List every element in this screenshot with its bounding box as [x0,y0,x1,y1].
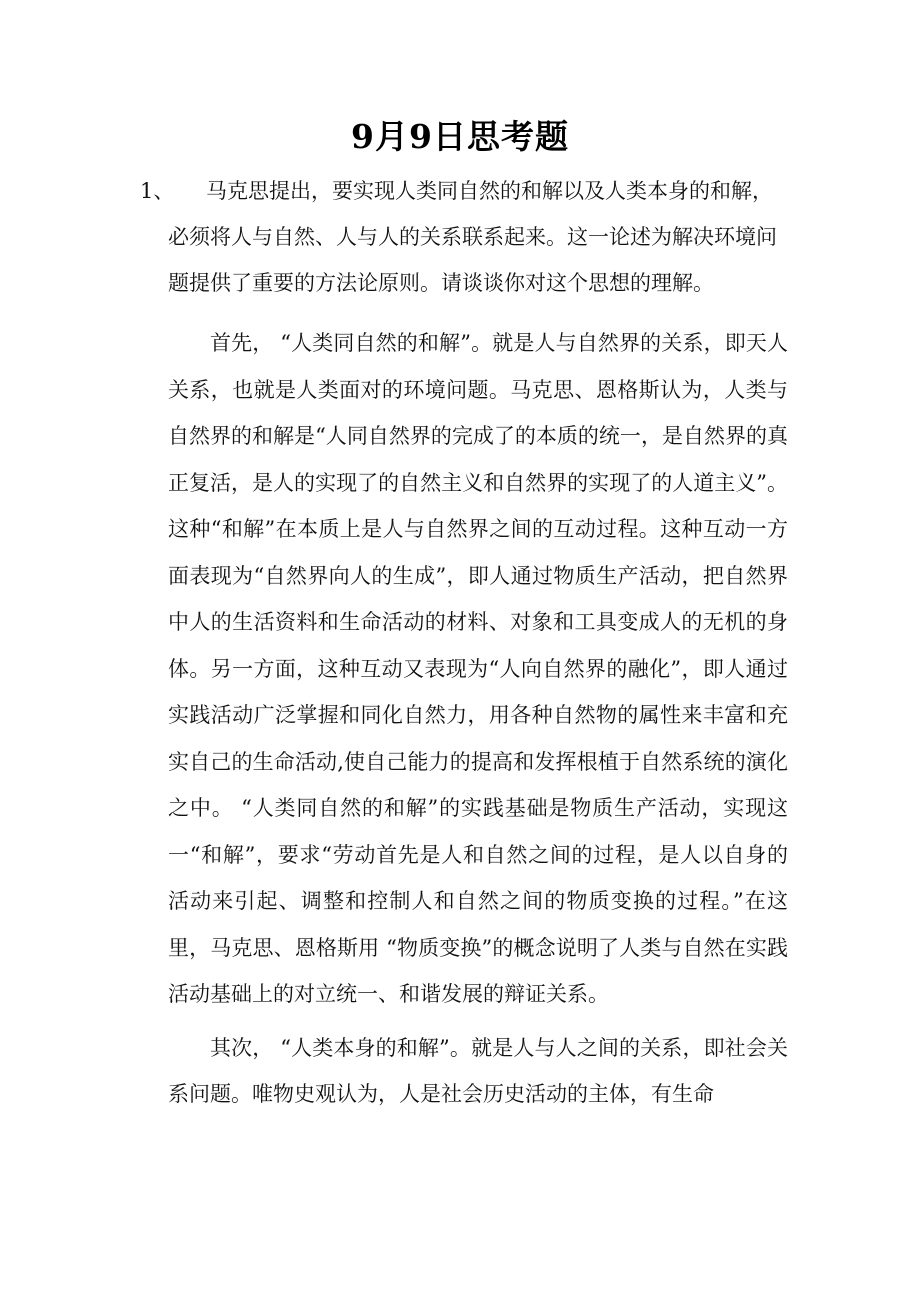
question-text: 马克思提出，要实现人类同自然的和解以及人类本身的和解，必须将人与自然、人与人的关系联系起来。这一论述为解决环境问题提供了重要的方法论原则。请谈谈你对这个思想的理解。 [168,179,777,295]
question-number: 1、 [140,179,175,203]
page-title: 9月9日思考题 [351,117,569,156]
answer-paragraph-first: 首先， “人类同自然的和解”。就是人与自然界的关系，即天人关系，也就是人类面对的环境问题。马克思、恩格斯认为，人类与自然界的和解是“人同自然界的完成了的本质的统一，是自然界的真正复活，是人的实现了的自然主义和自然界的实现了的人道主义”。这种“和解”在本质上是人与自然界之间的互动过程。这种互动一方面表现为“自然界向人的生成”，即人通过物质生产活动，把自然界中人的生活资料和生命活动的材料、对象和工具变成人的无机的身体。另一方面，这种互动又表现为“人向自然界的融化”，即人通过实践活动广泛掌握和同化自然力，用各种自然物的属性来丰富和充实自己的生命活动,使自己能力的提高和发挥根植于自然系统的演化之中。 “人类同自然的和解”的实践基础是物质生产活动，实现这一“和解”，要求“劳动首先是人和自然之间的过程，是人以自身的活动来引起、调整和控制人和自然之间的物质变换的过程。”在这里，马克思、恩格斯用 “物质变换”的概念说明了人类与自然在实践活动基础上的对立统一、和谐发展的辩证关系。 [168,331,788,1006]
question-block [168,168,788,306]
answer-body [168,320,788,1118]
answer-paragraph-second: 其次， “人类本身的和解”。就是人与人之间的关系，即社会关系问题。唯物史观认为，人是社会历史活动的主体，有生命 [168,1035,788,1106]
